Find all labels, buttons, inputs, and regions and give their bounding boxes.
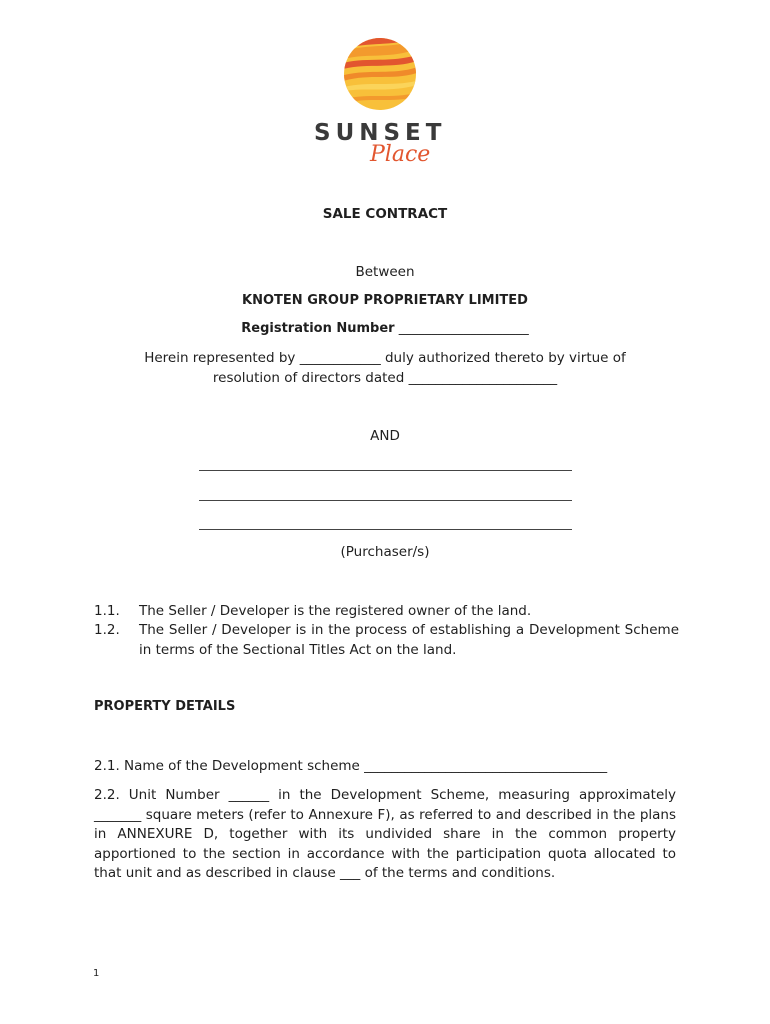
and-text: AND: [370, 428, 400, 444]
property-details-heading: PROPERTY DETAILS: [94, 699, 236, 714]
item-2-2: 2.2. Unit Number ______ in the Development Scheme, measuring approximately _______ square meters (refer to Annexure F), as referred to and described in the plans in ANNEXURE D, together with its undivided share in the common property apportioned to the section in accordance with the participation quota allocated to that unit and as described in clause ___ of the terms and conditions.: [94, 787, 676, 881]
registration-blank: ____________________: [398, 321, 529, 336]
purchaser-blank-line-2: [199, 500, 572, 501]
logo-brand-text: SUNSET: [314, 120, 447, 146]
purchaser-blank-line-3: [199, 529, 572, 530]
represented-line-2: resolution of directors dated ______________________: [212, 370, 558, 386]
clause-1-2: [94, 620, 679, 660]
company-name: KNOTEN GROUP PROPRIETARY LIMITED: [242, 293, 528, 308]
page-number: 1: [93, 968, 100, 979]
clause-number: 1.2.: [94, 622, 120, 638]
sunset-sun-icon: [340, 34, 420, 114]
represented-line-1: Herein represented by ____________ duly authorized thereto by virtue of: [144, 350, 626, 366]
purchaser-blank-line-1: [199, 470, 572, 471]
sunset-place-logo: [300, 34, 470, 174]
registration-number-line: [0, 321, 770, 336]
registration-label: Registration Number: [241, 321, 395, 336]
logo-script-text: Place: [370, 142, 431, 167]
between-text: Between: [355, 264, 415, 280]
contract-title: SALE CONTRACT: [322, 206, 448, 222]
clause-text: The Seller / Developer is in the process of establishing a Development Scheme in terms of the Sectional Titles Act on the land.: [139, 622, 679, 658]
item-2-1: 2.1. Name of the Development scheme ____________________________________: [94, 758, 608, 774]
clause-number: 1.1.: [94, 603, 120, 619]
clause-text: The Seller / Developer is the registered owner of the land.: [139, 603, 532, 619]
purchaser-label: (Purchaser/s): [340, 544, 430, 560]
clause-1-1: [94, 601, 679, 621]
